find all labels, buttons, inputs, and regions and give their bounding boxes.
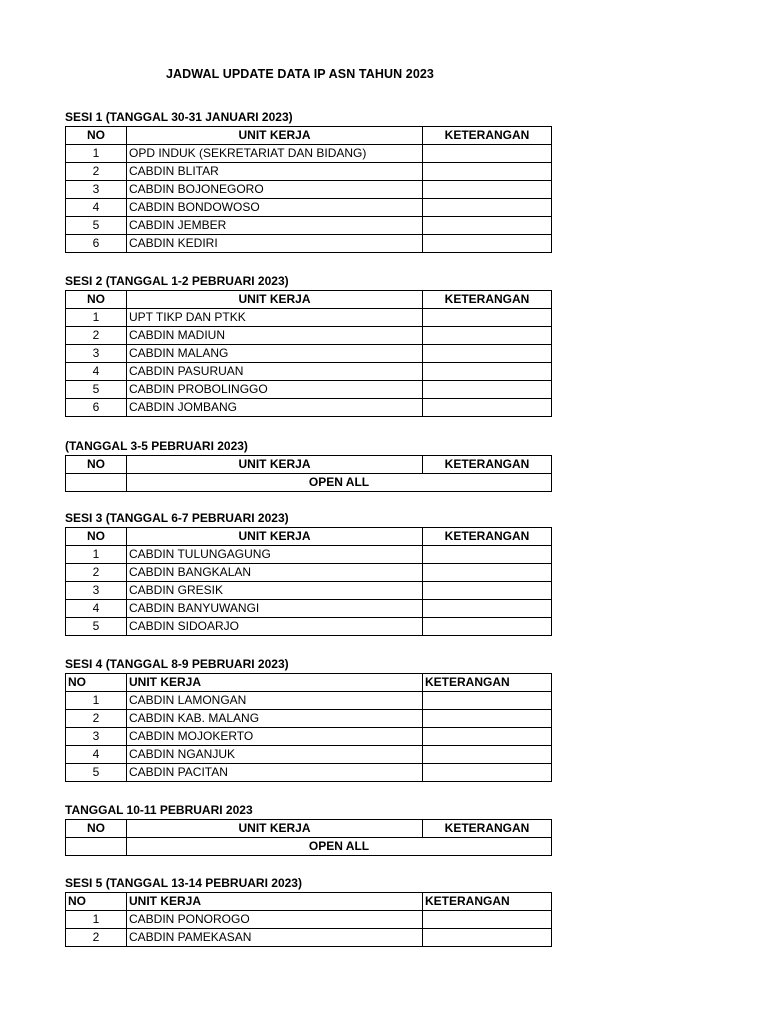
- cell-no: 5: [66, 764, 127, 782]
- cell-keterangan: [423, 764, 552, 782]
- table-row: [66, 181, 552, 199]
- cell-no: 2: [66, 929, 127, 947]
- table-row: [66, 710, 552, 728]
- header-keterangan: KETERANGAN: [423, 528, 552, 546]
- schedule-table: [65, 892, 552, 947]
- cell-no: 1: [66, 546, 127, 564]
- cell-keterangan: [423, 728, 552, 746]
- cell-keterangan: [423, 199, 552, 217]
- schedule-table: [65, 819, 552, 856]
- cell-no: 4: [66, 746, 127, 764]
- table-row: [66, 363, 552, 381]
- section-open-all-1: [65, 437, 551, 492]
- table-row: [66, 838, 552, 856]
- cell-no: 4: [66, 363, 127, 381]
- cell-no: 6: [66, 399, 127, 417]
- cell-unit: CABDIN TULUNGAGUNG: [127, 546, 423, 564]
- cell-no: 1: [66, 145, 127, 163]
- table-row: [66, 309, 552, 327]
- cell-no: 3: [66, 345, 127, 363]
- cell-no: 2: [66, 564, 127, 582]
- schedule-table: [65, 290, 552, 417]
- table-row: [66, 217, 552, 235]
- cell-keterangan: [423, 181, 552, 199]
- header-no: NO: [66, 820, 127, 838]
- cell-unit: OPD INDUK (SEKRETARIAT DAN BIDANG): [127, 145, 423, 163]
- cell-no: 3: [66, 582, 127, 600]
- header-unit-kerja: UNIT KERJA: [127, 893, 423, 911]
- cell-keterangan: [423, 345, 552, 363]
- table-header-row: [66, 820, 552, 838]
- cell-unit: CABDIN PAMEKASAN: [127, 929, 423, 947]
- cell-no: 5: [66, 217, 127, 235]
- cell-unit: CABDIN JEMBER: [127, 217, 423, 235]
- header-keterangan: KETERANGAN: [423, 893, 552, 911]
- table-header-row: [66, 127, 552, 145]
- cell-no: 1: [66, 309, 127, 327]
- table-row: [66, 582, 552, 600]
- section-sesi-4: [65, 655, 551, 782]
- cell-unit: CABDIN SIDOARJO: [127, 618, 423, 636]
- cell-no: 4: [66, 600, 127, 618]
- section-title: SESI 1 (TANGGAL 30-31 JANUARI 2023): [65, 110, 293, 124]
- open-all-cell: OPEN ALL: [127, 474, 552, 492]
- section-title: SESI 3 (TANGGAL 6-7 PEBRUARI 2023): [65, 511, 289, 525]
- table-row: [66, 163, 552, 181]
- table-row: [66, 145, 552, 163]
- cell-no: [66, 838, 127, 856]
- header-unit-kerja: UNIT KERJA: [127, 820, 423, 838]
- cell-unit: CABDIN BANYUWANGI: [127, 600, 423, 618]
- header-keterangan: KETERANGAN: [423, 674, 552, 692]
- cell-no: 3: [66, 181, 127, 199]
- table-row: [66, 600, 552, 618]
- open-all-cell: OPEN ALL: [127, 838, 552, 856]
- cell-keterangan: [423, 911, 552, 929]
- cell-keterangan: [423, 564, 552, 582]
- header-keterangan: KETERANGAN: [423, 820, 552, 838]
- header-unit-kerja: UNIT KERJA: [127, 528, 423, 546]
- cell-keterangan: [423, 399, 552, 417]
- schedule-table: [65, 126, 552, 253]
- header-keterangan: KETERANGAN: [423, 456, 552, 474]
- table-row: [66, 728, 552, 746]
- section-title: SESI 4 (TANGGAL 8-9 PEBRUARI 2023): [65, 657, 289, 671]
- table-row: [66, 692, 552, 710]
- table-row: [66, 564, 552, 582]
- cell-unit: CABDIN PACITAN: [127, 764, 423, 782]
- cell-unit: CABDIN JOMBANG: [127, 399, 423, 417]
- cell-keterangan: [423, 929, 552, 947]
- table-row: [66, 929, 552, 947]
- cell-unit: CABDIN MADIUN: [127, 327, 423, 345]
- cell-keterangan: [423, 710, 552, 728]
- table-header-row: [66, 893, 552, 911]
- cell-unit: CABDIN PROBOLINGGO: [127, 381, 423, 399]
- cell-keterangan: [423, 582, 552, 600]
- table-header-row: [66, 291, 552, 309]
- header-unit-kerja: UNIT KERJA: [127, 456, 423, 474]
- header-unit-kerja: UNIT KERJA: [127, 127, 423, 145]
- cell-unit: CABDIN LAMONGAN: [127, 692, 423, 710]
- header-keterangan: KETERANGAN: [423, 291, 552, 309]
- table-row: [66, 546, 552, 564]
- cell-unit: CABDIN MOJOKERTO: [127, 728, 423, 746]
- section-title: (TANGGAL 3-5 PEBRUARI 2023): [65, 439, 248, 453]
- cell-keterangan: [423, 217, 552, 235]
- cell-unit: CABDIN MALANG: [127, 345, 423, 363]
- header-no: NO: [66, 528, 127, 546]
- cell-no: 1: [66, 692, 127, 710]
- header-no: NO: [66, 291, 127, 309]
- table-row: [66, 764, 552, 782]
- table-row: [66, 474, 552, 492]
- table-header-row: [66, 456, 552, 474]
- cell-unit: CABDIN NGANJUK: [127, 746, 423, 764]
- cell-no: 2: [66, 163, 127, 181]
- schedule-table: [65, 527, 552, 636]
- cell-no: 1: [66, 911, 127, 929]
- header-unit-kerja: UNIT KERJA: [127, 674, 423, 692]
- cell-unit: CABDIN PASURUAN: [127, 363, 423, 381]
- cell-no: 6: [66, 235, 127, 253]
- table-row: [66, 381, 552, 399]
- table-row: [66, 345, 552, 363]
- cell-keterangan: [423, 309, 552, 327]
- cell-keterangan: [423, 145, 552, 163]
- cell-unit: CABDIN BOJONEGORO: [127, 181, 423, 199]
- section-title: SESI 2 (TANGGAL 1-2 PEBRUARI 2023): [65, 274, 289, 288]
- cell-keterangan: [423, 235, 552, 253]
- table-row: [66, 399, 552, 417]
- cell-no: 5: [66, 618, 127, 636]
- cell-unit: CABDIN KAB. MALANG: [127, 710, 423, 728]
- cell-no: [66, 474, 127, 492]
- section-sesi-5: [65, 874, 551, 947]
- table-header-row: [66, 674, 552, 692]
- cell-keterangan: [423, 381, 552, 399]
- schedule-table: [65, 455, 552, 492]
- cell-unit: CABDIN BLITAR: [127, 163, 423, 181]
- section-sesi-3: [65, 509, 551, 636]
- cell-no: 2: [66, 327, 127, 345]
- cell-unit: CABDIN BANGKALAN: [127, 564, 423, 582]
- cell-keterangan: [423, 692, 552, 710]
- section-title: TANGGAL 10-11 PEBRUARI 2023: [65, 803, 253, 817]
- section-sesi-1: [65, 108, 551, 253]
- table-row: [66, 327, 552, 345]
- cell-no: 4: [66, 199, 127, 217]
- cell-no: 3: [66, 728, 127, 746]
- header-unit-kerja: UNIT KERJA: [127, 291, 423, 309]
- cell-keterangan: [423, 546, 552, 564]
- header-no: NO: [66, 674, 127, 692]
- table-row: [66, 199, 552, 217]
- table-row: [66, 911, 552, 929]
- cell-unit: UPT TIKP DAN PTKK: [127, 309, 423, 327]
- cell-keterangan: [423, 163, 552, 181]
- schedule-table: [65, 673, 552, 782]
- table-row: [66, 746, 552, 764]
- section-title: SESI 5 (TANGGAL 13-14 PEBRUARI 2023): [65, 876, 302, 890]
- section-open-all-2: [65, 801, 551, 856]
- table-header-row: [66, 528, 552, 546]
- cell-keterangan: [423, 327, 552, 345]
- section-sesi-2: [65, 272, 551, 417]
- table-row: [66, 235, 552, 253]
- cell-unit: CABDIN KEDIRI: [127, 235, 423, 253]
- cell-keterangan: [423, 618, 552, 636]
- cell-unit: CABDIN BONDOWOSO: [127, 199, 423, 217]
- cell-keterangan: [423, 746, 552, 764]
- cell-keterangan: [423, 363, 552, 381]
- cell-no: 5: [66, 381, 127, 399]
- header-no: NO: [66, 456, 127, 474]
- cell-unit: CABDIN PONOROGO: [127, 911, 423, 929]
- page-title: JADWAL UPDATE DATA IP ASN TAHUN 2023: [166, 67, 434, 81]
- header-no: NO: [66, 127, 127, 145]
- cell-unit: CABDIN GRESIK: [127, 582, 423, 600]
- cell-keterangan: [423, 600, 552, 618]
- cell-no: 2: [66, 710, 127, 728]
- header-no: NO: [66, 893, 127, 911]
- header-keterangan: KETERANGAN: [423, 127, 552, 145]
- table-row: [66, 618, 552, 636]
